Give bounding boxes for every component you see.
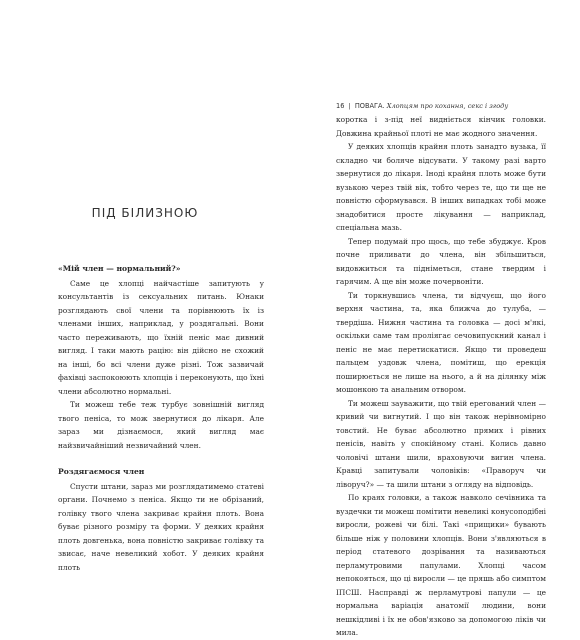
paragraph: Спусти штани, зараз ми розглядатимемо статеві органи. Почнемо з пеніса. Якщо ти не обрізаний, голівку твого члена закриває крайня плоть. Вона буває різного розміру та форми. У деяких крайня плоть довгенька, вона повністю закриває голівку та звисає, наче невеликий хобот. У деяких крайня плоть xyxy=(58,481,264,572)
running-head xyxy=(336,102,546,110)
page-number: 16 xyxy=(336,102,345,110)
paragraph: Ти можеш зауважити, що твій ерегований член — кривий чи вигнутий. І що він також нерівномірно товстий. Не буває абсолютно прямих і рівних пенісів, навіть у спокійному стані. Колись давно чоловічі штани шили, враховуючи вигин члена. Кравці запитували чоловіків: «Праворуч чи ліворуч?» — та шили штани з огляду на відповідь. xyxy=(336,398,546,489)
right-text-block xyxy=(336,113,546,640)
paragraph: коротка і з-під неї видніється кінчик головки. Довжина крайньої плоті не має жодного значення. xyxy=(336,115,546,138)
left-page xyxy=(0,0,290,580)
chapter-title: ПІД БІЛИЗНОЮ xyxy=(91,206,199,220)
section-heading-undress: Роздягаємося член xyxy=(58,467,145,476)
paragraph: Саме це хлопці найчастіше запитують у консультантів із сексуальних питань. Юнаки розглядають свої члени та порівнюють їх із членами інших, наприклад, у роздягальні. Вони часто переживають, що їхній пеніс має дивний вигляд. І таки мають рацію: він дійсно не схожий на інші, бо всі члени дуже різні. Тож зазвичай фахівці заспокоюють хлопців і переконують, що їхні члени абсолютно нормальні. xyxy=(58,278,264,396)
book-subtitle: Хлопцям про кохання, секс і згоду xyxy=(386,102,509,110)
separator: | xyxy=(348,102,351,110)
book-title: ПОВАГА. xyxy=(354,102,385,110)
left-text-block xyxy=(58,262,264,574)
section-heading-normal: «Мій член — нормальний?» xyxy=(58,264,181,273)
paragraph: Тепер подумай про щось, що тебе збуджує. Кров почне приливати до члена, він збільшиться, видовжиться та підніметься, стане твердим і гарячим. А ще він може почервоніти. xyxy=(336,236,546,286)
paragraph: По краях головки, а також навколо сечівника та вуздечки ти можеш помітити невеликі конусоподібні виросли, рожеві чи білі. Такі «прищики» бувають більше ніж у половини хлопців. Вони з'являються в період статевого дозрівання та називаються перламутровими папулами. Хлопці часом непокояться, що ці виросли — це пряшь або симптом ІПСШ. Насправді ж перламутрові папули — це нормальна варіація анатомії людини, вони нешкідливі і їх не обов'язково за допомогою ліків чи мила. xyxy=(336,493,546,637)
paragraph: У деяких хлопців крайня плоть занадто вузька, її складно чи боляче відсувати. У такому разі варто звернутися до лікаря. Іноді крайня плоть може бути вузькою через твій вік, тобто через те, що ти ще не повністю сформувався. В інших випадках тобі може знадобитися просте лікування — наприклад, спеціальна мазь. xyxy=(336,142,546,232)
paragraph: Ти торкнувшись члена, ти відчуєш, що його верхня частина, та, яка ближча до тулуба, — твердіша. Нижня частина та головка — досі м'які, оскільки саме там проліягає сечовипускний канал і пеніс не має перетискатися. Якщо ти проведеш пальцем уздовж члена, помітиш, що ерекція поширюється не лише на нього, а й на ділянку між мошонкою та анальним отвором. xyxy=(336,290,546,394)
paragraph: Ти можеш тебе теж турбує зовнішній вигляд твого пеніса, то мож звернутися до лікаря. Але зараз ми дізнаємося, який вигляд має найзвичайніший незвичайний член. xyxy=(58,400,264,450)
